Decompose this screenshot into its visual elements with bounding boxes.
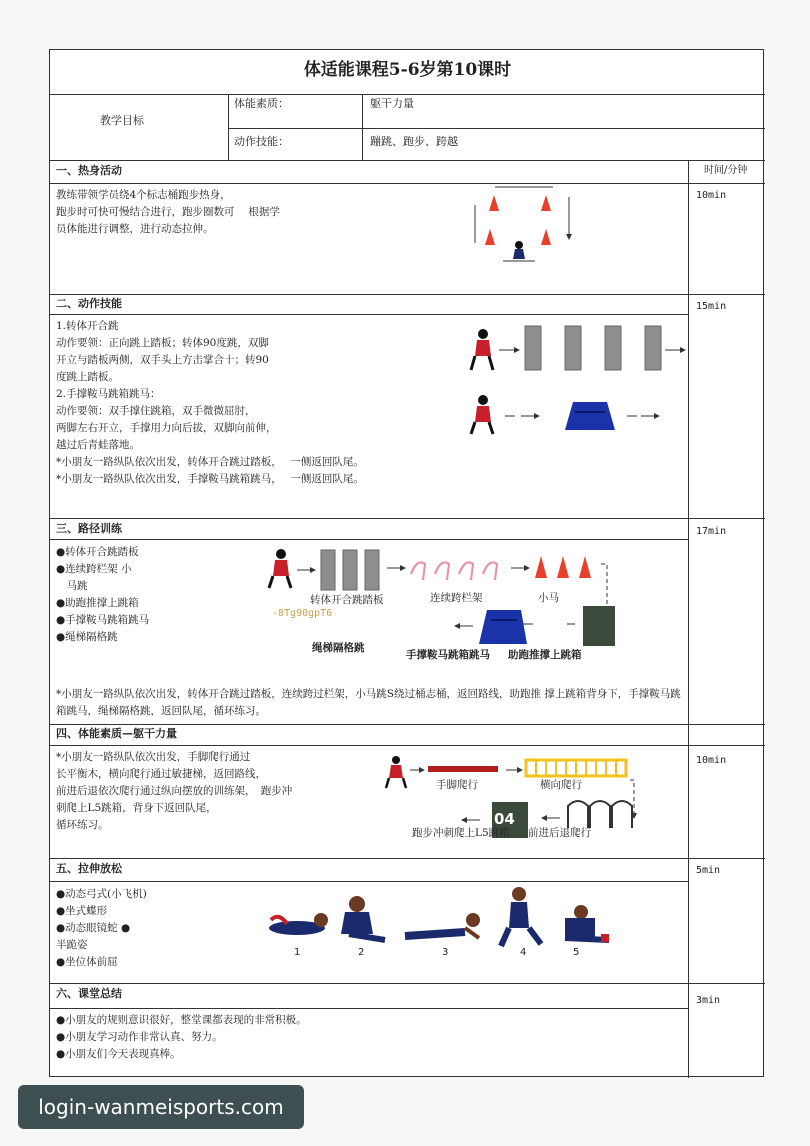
- cone-icon: [541, 229, 551, 245]
- hurdles-label: 连续跨栏架: [430, 592, 483, 604]
- skill-value: 蹦跳、跑步、跨越: [370, 135, 458, 148]
- box-number: 04: [494, 810, 515, 828]
- list-item: ●助跑推撑上跳箱: [56, 597, 139, 609]
- section-core-heading: 四、体能素质—躯干力量: [56, 727, 177, 740]
- runner-icon: [478, 395, 488, 405]
- balance-beam-icon: [428, 766, 498, 772]
- board-icon: [525, 326, 541, 370]
- hurdle-icon: [411, 562, 425, 580]
- pose-number: 3: [442, 947, 449, 958]
- list-item: ●小朋友学习动作非常认真、努力。: [56, 1031, 223, 1043]
- pose-3-icon: [405, 913, 480, 938]
- fitness-label: 体能素质：: [234, 97, 289, 110]
- watermark: login-wanmeisports.com: [18, 1085, 304, 1129]
- lateral-label: 横向爬行: [540, 779, 582, 791]
- sprint-label: 跑步冲刺爬上L5跳箱: [412, 827, 510, 839]
- circuit-note: *小朋友一路纵队依次出发，转体开合跳过踏板，连续跨过栏架，小马跳S绕过桶志桶，返回路线，助跑推 撑上跳箱背身下，手撑鞍马跳箱跳马，绳梯隔格跳，返回队尾，循环练习。: [56, 688, 681, 717]
- list-item: ●小朋友们今天表现真棒。: [56, 1048, 181, 1060]
- board-icon: [645, 326, 661, 370]
- list-item: ●手撑鞍马跳箱跳马: [56, 614, 150, 626]
- runner-icon: [276, 549, 286, 559]
- section-warmup-heading: 一、热身活动: [56, 164, 122, 177]
- horse-label: 小马: [538, 592, 559, 604]
- cone-icon: [557, 556, 569, 578]
- vault-label: 手撑鞍马跳箱跳马: [406, 649, 490, 661]
- skills-time: 15min: [696, 301, 727, 312]
- list-item: ●转体开合跳踏板: [56, 546, 139, 558]
- stretch-time: 5min: [696, 865, 721, 876]
- runner-icon: [478, 329, 488, 339]
- runner-icon: [515, 241, 523, 249]
- warmup-time: 10min: [696, 190, 727, 201]
- core-text: *小朋友一路纵队依次出发，手脚爬行通过 长平衡木，横向爬行通过敏捷梯，返回路线， 前进后退依次爬行通过纵向摆放的训练架， 跑步冲 刺爬上L5跳箱，背身下返回队尾， 循环练习。: [56, 751, 293, 831]
- list-item: ●绳梯隔格跳: [56, 631, 118, 643]
- board-icon: [343, 550, 357, 590]
- runner-icon: [475, 340, 491, 356]
- crawl-label: 手脚爬行: [436, 779, 478, 791]
- lesson-plan-sheet: [49, 49, 764, 1077]
- hurdle-icon: [459, 562, 473, 580]
- fitness-value: 躯干力量: [370, 97, 414, 110]
- jump-box-icon: [583, 606, 615, 646]
- summary-list: [56, 1012, 307, 1063]
- cone-icon: [579, 556, 591, 578]
- time-header: 时间/分钟: [704, 165, 748, 176]
- hurdle-icon: [483, 562, 497, 580]
- board-icon: [365, 550, 379, 590]
- section-skills-heading: 二、动作技能: [56, 297, 122, 310]
- summary-time: 3min: [696, 995, 721, 1006]
- cone-icon: [535, 556, 547, 578]
- board-icon: [605, 326, 621, 370]
- warmup-text: 教练带领学员绕4个标志桶跑步热身， 跑步时可快可慢结合进行，跑步圈数可 根据学 员体能进行调整，进行动态拉伸。: [56, 189, 280, 235]
- pose-number: 2: [358, 947, 365, 958]
- section-circuit-heading: 三、路径训练: [56, 522, 122, 535]
- pose-number: 5: [573, 947, 580, 958]
- list-item: ●动态眼镜蛇 ● 半跪姿: [56, 922, 131, 951]
- skills-diagram: [465, 320, 690, 440]
- skills-text: 1.转体开合跳 动作要领：正向跳上踏板；转体90度跳，双脚 开立与踏板两侧，双手头上方击掌合十；转90 度跳上踏板。 2.手撑鞍马跳箱跳马： 动作要领：双手撑住跳箱，双手微微屈肘， 两脚左右开立，手撑用力向后拔，双脚向前伸， 越过后青蛙落地。 *小朋友一路纵队依次出发，转体开合跳过踏板， 一侧返回队尾。 *小朋友一路纵队依次出发，手撑鞍马跳箱跳马， 一侧返回队尾。: [56, 320, 364, 485]
- list-item: ●连续跨栏架 小 马跳: [56, 563, 132, 592]
- section-stretch-heading: 五、拉伸放松: [56, 862, 122, 875]
- core-time: 10min: [696, 755, 727, 766]
- cone-icon: [489, 195, 499, 211]
- hurdle-icon: [435, 562, 449, 580]
- forward-back-label: 前进后退爬行: [528, 827, 591, 839]
- image-code: -8Tg90gpT6: [272, 608, 333, 619]
- vault-mat-icon: [479, 610, 527, 644]
- stretch-list: [56, 886, 147, 971]
- runner-icon: [389, 765, 403, 778]
- runner-icon: [475, 406, 491, 422]
- list-item: ●小朋友的规则意识很好，整堂课都表现的非常积极。: [56, 1014, 307, 1026]
- circuit-list: [56, 544, 149, 646]
- page-title: 体适能课程5-6岁第10课时: [303, 60, 512, 80]
- pose-1-icon: [269, 913, 328, 935]
- cone-icon: [541, 195, 551, 211]
- warmup-diagram: [465, 183, 575, 275]
- runner-icon: [392, 756, 400, 764]
- box-number: 04: [533, 622, 556, 641]
- list-item: ●坐式蝶形: [56, 905, 108, 917]
- list-item: ●动态弓式(小飞机): [56, 888, 147, 900]
- vault-mat-icon: [565, 402, 615, 430]
- circuit-time: 17min: [696, 526, 727, 537]
- section-summary-heading: 六、课堂总结: [56, 987, 122, 1000]
- box-label: 助跑推撑上跳箱: [508, 649, 582, 661]
- pose-2-icon: [341, 896, 385, 940]
- pose-number: 4: [520, 947, 527, 958]
- stretch-poses: [265, 884, 615, 954]
- board-icon: [321, 550, 335, 590]
- board-label: 转体开合跳踏板: [310, 594, 384, 606]
- pose-5-icon: [565, 905, 609, 942]
- runner-icon: [513, 249, 525, 259]
- board-icon: [565, 326, 581, 370]
- pose-number: 1: [294, 947, 301, 958]
- skill-label: 动作技能：: [234, 135, 289, 148]
- list-item: ●坐位体前屈: [56, 956, 118, 968]
- cone-icon: [485, 229, 495, 245]
- pose-4-icon: [501, 887, 541, 946]
- ladder-label: 绳梯隔格跳: [312, 642, 365, 654]
- runner-icon: [273, 560, 289, 576]
- training-frame-icon: [568, 801, 632, 828]
- goals-label: 教学目标: [100, 114, 144, 127]
